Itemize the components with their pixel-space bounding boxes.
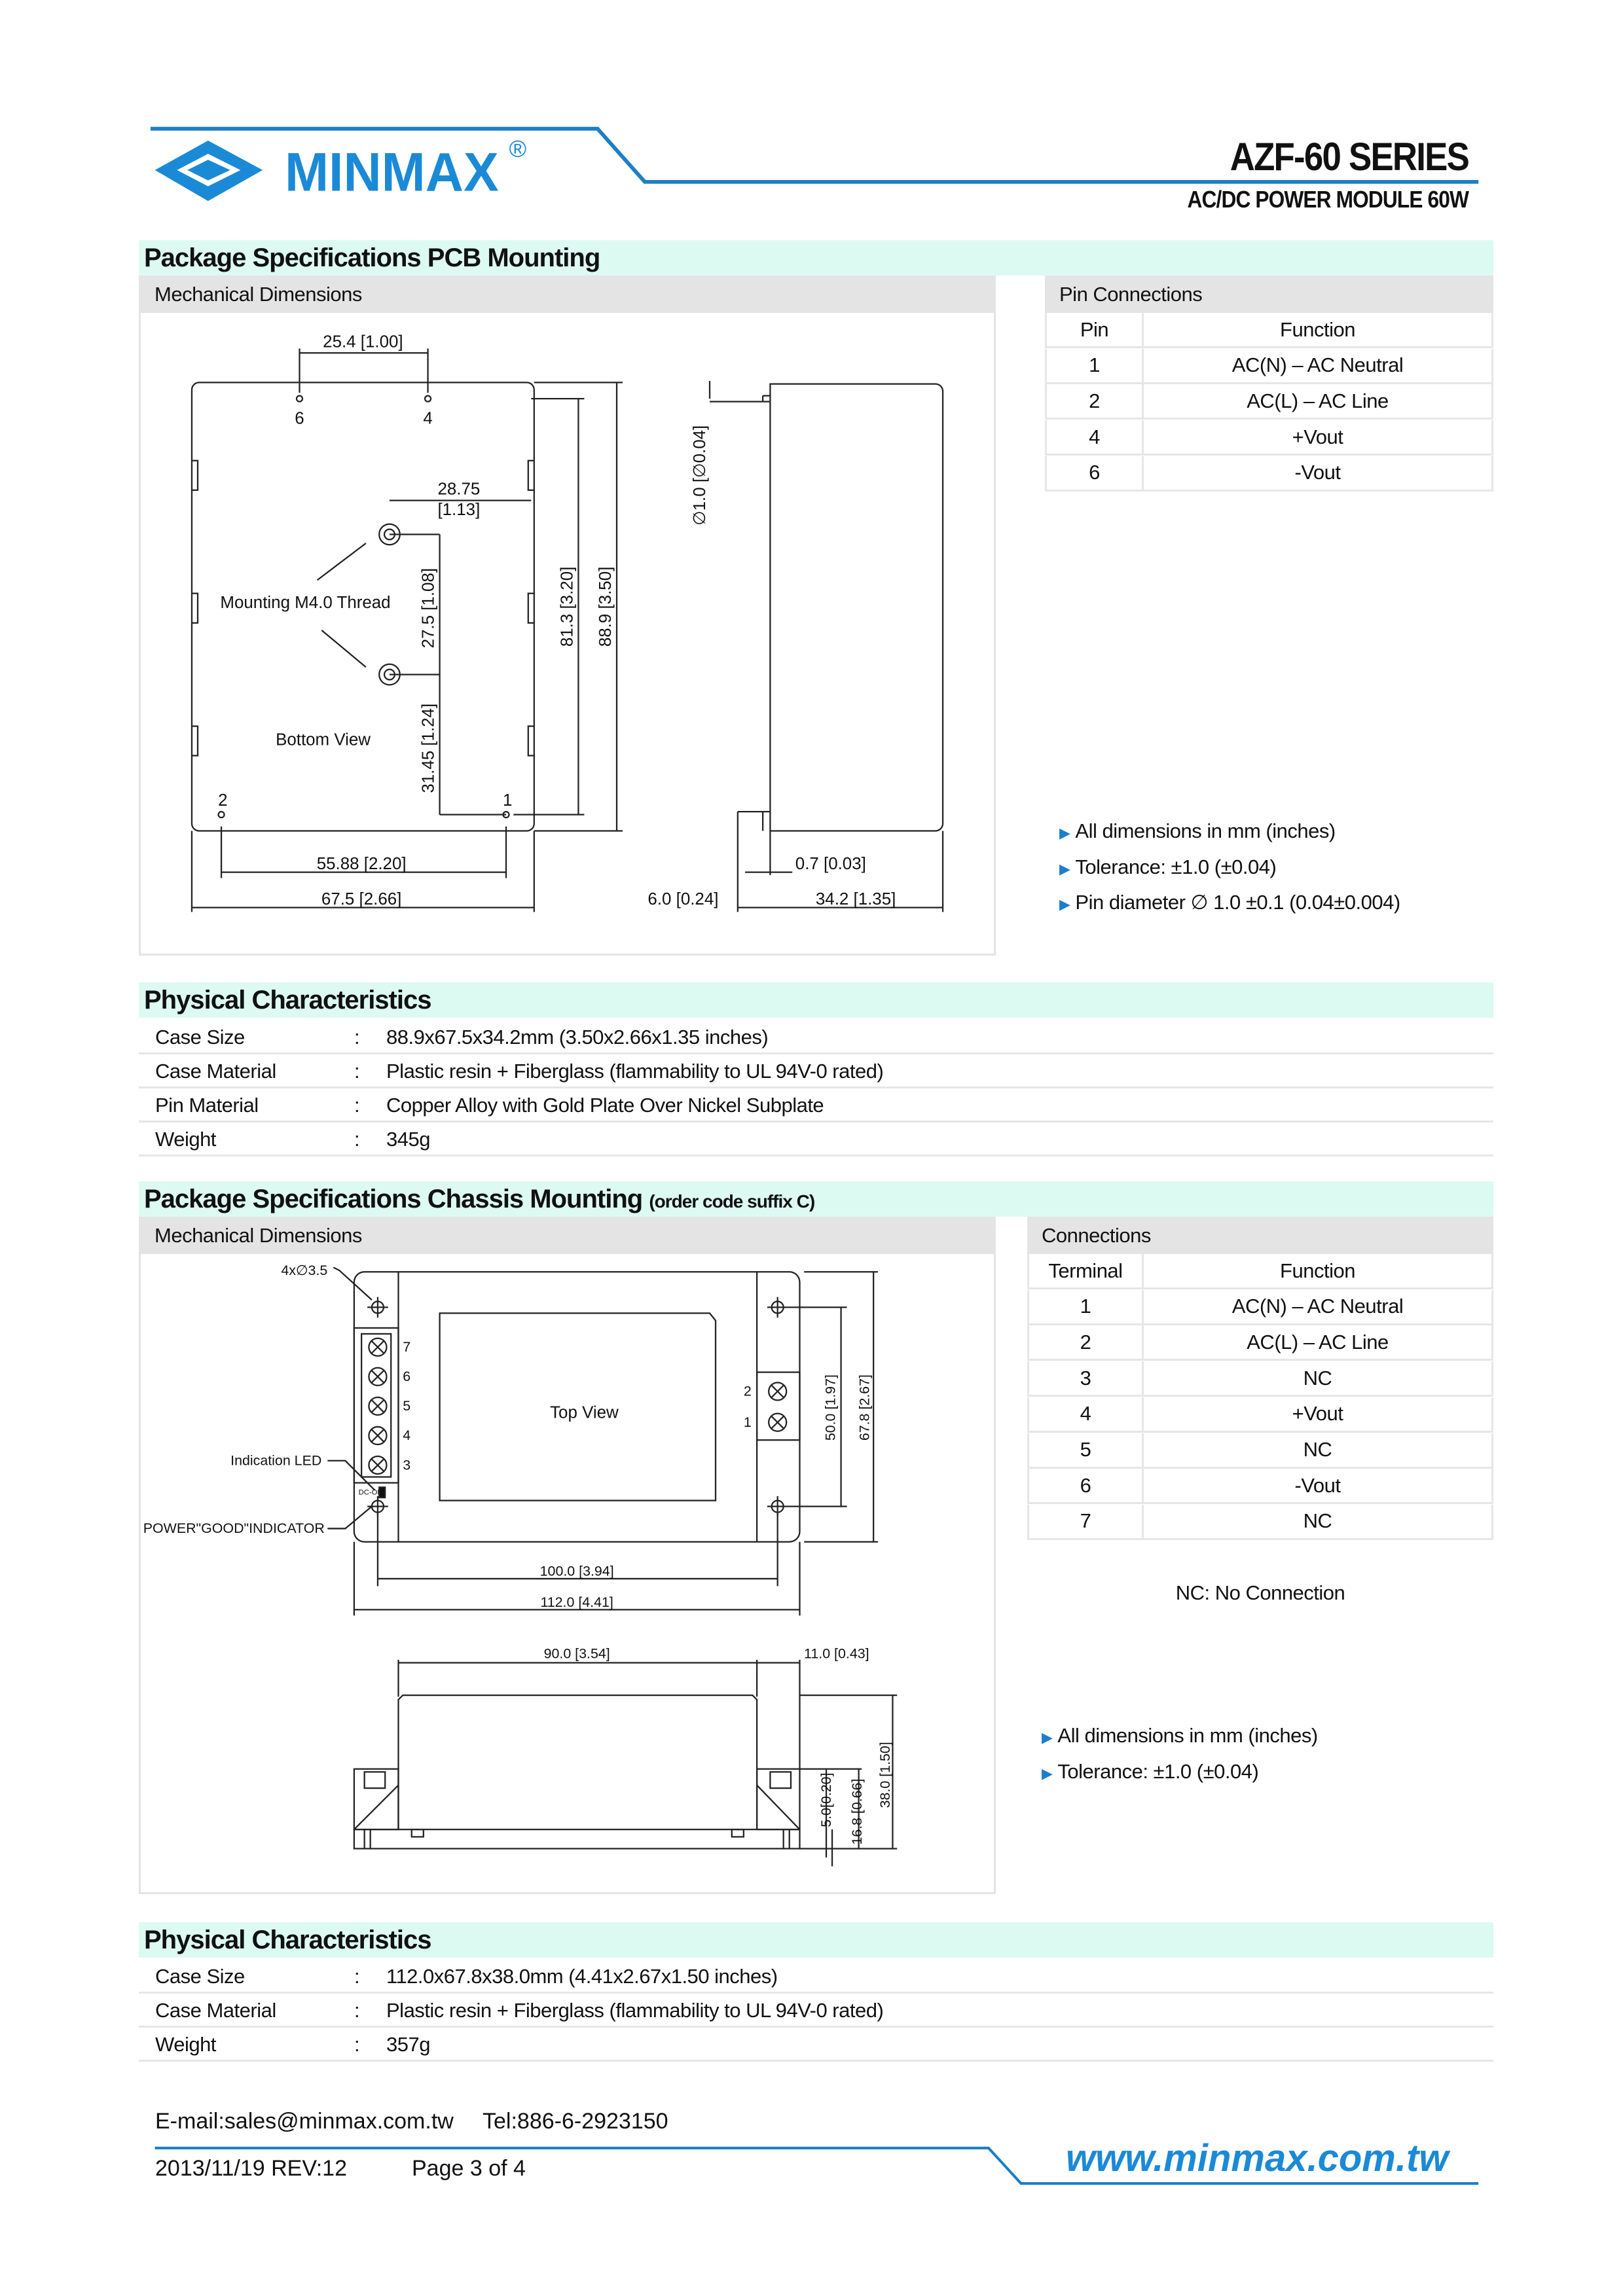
dim-standoff: 0.7 [0.03] (795, 855, 866, 874)
chassis-mech-label: Mechanical Dimensions (139, 1217, 996, 1254)
section-physical-title-2: Physical Characteristics (139, 1922, 1493, 1958)
dim-pin-height: 6.0 [0.24] (647, 890, 719, 909)
nc-note: NC: No Connection (1175, 1581, 1345, 1604)
pcb-bottom-view-drawing (192, 332, 623, 912)
footer-tel: Tel:886-6-2923150 (483, 2109, 668, 2134)
cell-id: 6 (1045, 456, 1144, 490)
spec-value: 345g (386, 1128, 430, 1151)
terminal-label-2: 2 (743, 1383, 752, 1399)
spec-value: 357g (386, 2033, 430, 2056)
spec-label: Case Size (155, 1026, 245, 1049)
dim-case-depth: 67.8 [2.67] (856, 1374, 873, 1441)
table-header-row (1045, 313, 1493, 348)
label-power-good: POWER"GOOD"INDICATOR (143, 1520, 325, 1537)
spec-row (139, 1960, 1493, 1994)
dim-case-length: 112.0 [4.41] (540, 1594, 613, 1610)
table-row (1045, 349, 1493, 384)
bullet-triangle-icon: ▶ (1059, 860, 1070, 877)
note-text: Tolerance: ±1.0 (±0.04) (1057, 1759, 1259, 1783)
footer-page: Page 3 of 4 (412, 2156, 526, 2181)
cell-function: AC(N) – AC Neutral (1144, 1290, 1493, 1323)
note-text: All dimensions in mm (inches) (1057, 1724, 1318, 1747)
note-text: All dimensions in mm (inches) (1075, 819, 1336, 842)
dim-pin-diameter: ∅1.0 [∅0.04] (691, 425, 710, 526)
dim-pin-width: 55.88 [2.20] (316, 855, 407, 874)
spec-row (139, 1088, 1493, 1122)
dim-case-width: 67.5 [2.66] (321, 890, 402, 909)
view-label: Bottom View (276, 730, 371, 749)
table-title: Connections (1027, 1217, 1493, 1254)
note-item (1042, 1760, 1318, 1796)
table-row (1045, 456, 1493, 492)
spec-label: Pin Material (155, 1094, 259, 1117)
table-row (1027, 1397, 1493, 1433)
cell-id: 6 (1027, 1469, 1144, 1502)
pin-connections-table (1045, 276, 1493, 490)
spec-colon: : (354, 1026, 360, 1049)
logo-text: MINMAX (284, 141, 499, 203)
mounting-label: Mounting M4.0 Thread (220, 594, 391, 613)
cell-function: NC (1144, 1361, 1493, 1395)
section-pcb-title: Package Specifications PCB Mounting (139, 240, 1493, 276)
terminal-label-7: 7 (403, 1339, 411, 1355)
spec-colon: : (354, 2033, 360, 2056)
cell-id: 5 (1027, 1433, 1144, 1467)
dim-case-height: 34.2 [1.35] (815, 890, 896, 909)
cell-id: 2 (1027, 1325, 1144, 1359)
cell-function: AC(L) – AC Line (1144, 1325, 1493, 1359)
cell-function: NC (1144, 1505, 1493, 1538)
chassis-top-view-drawing (143, 1263, 878, 1616)
table-row (1027, 1469, 1493, 1504)
cell-function: -Vout (1144, 456, 1493, 490)
pcb-mech-label: Mechanical Dimensions (139, 276, 996, 313)
terminal-label-5: 5 (403, 1398, 411, 1414)
cell-function: -Vout (1144, 1469, 1493, 1502)
series-subtitle: AC/DC POWER MODULE 60W (1187, 186, 1468, 213)
pcb-side-view-drawing (647, 381, 943, 912)
chassis-title: Package Specifications Chassis Mounting (144, 1185, 643, 1213)
pin-label-1: 1 (503, 791, 513, 810)
footer-email[interactable]: E-mail:sales@minmax.com.tw (155, 2109, 454, 2134)
spec-value: Copper Alloy with Gold Plate Over Nickel Subplate (386, 1094, 824, 1117)
table-row (1027, 1433, 1493, 1469)
cell-function: NC (1144, 1433, 1493, 1467)
dim-pin-length: 81.3 [3.20] (558, 566, 577, 647)
cell-id: 2 (1045, 384, 1144, 418)
dim-flange-height: 16.8 [0.66] (849, 1778, 866, 1845)
bullet-triangle-icon: ▶ (1059, 896, 1070, 912)
dim-body-length: 90.0 [3.54] (543, 1645, 610, 1662)
cell-function: AC(N) – AC Neutral (1144, 349, 1493, 382)
spec-row (139, 1054, 1493, 1088)
spec-value: Plastic resin + Fiberglass (flammability to UL 94V-0 rated) (386, 1999, 884, 2022)
table-row (1045, 420, 1493, 456)
spec-colon: : (354, 1965, 360, 1988)
table-row (1045, 384, 1493, 420)
section-chassis-title (139, 1181, 1493, 1217)
note-item (1059, 819, 1400, 855)
footer-website[interactable]: www.minmax.com.tw (1066, 2137, 1449, 2179)
bullet-triangle-icon: ▶ (1042, 1765, 1053, 1782)
label-dc-on: DC-ON (358, 1488, 383, 1497)
bullet-triangle-icon: ▶ (1042, 1729, 1053, 1746)
table-row (1027, 1505, 1493, 1540)
pin-label-4: 4 (423, 409, 433, 428)
note-item (1059, 855, 1400, 891)
spec-value: Plastic resin + Fiberglass (flammability to UL 94V-0 rated) (386, 1060, 884, 1083)
dim-total-height: 38.0 [1.50] (877, 1742, 893, 1808)
cell-id: 4 (1045, 420, 1144, 454)
cell-id: 7 (1027, 1505, 1144, 1538)
footer-date: 2013/11/19 REV:12 (155, 2156, 348, 2181)
label-top-view: Top View (550, 1403, 619, 1422)
table-title: Pin Connections (1045, 276, 1493, 313)
spec-colon: : (354, 1094, 360, 1117)
spec-colon: : (354, 1999, 360, 2022)
section-physical-title: Physical Characteristics (139, 982, 1493, 1018)
terminal-label-4: 4 (403, 1427, 411, 1444)
bullet-triangle-icon: ▶ (1059, 825, 1070, 841)
cell-function: AC(L) – AC Line (1144, 384, 1493, 418)
dim-base: 5.0[0.20] (818, 1772, 834, 1827)
spec-label: Case Size (155, 1965, 245, 1988)
dim-hole-offset: 28.75 (437, 480, 481, 499)
registered-mark: ® (509, 135, 527, 162)
cell-id: 3 (1027, 1361, 1144, 1395)
column-header: Terminal (1027, 1254, 1144, 1287)
cell-id: 1 (1045, 349, 1144, 382)
table-row (1027, 1290, 1493, 1325)
spec-value: 88.9x67.5x34.2mm (3.50x2.66x1.35 inches) (386, 1026, 769, 1049)
chassis-suffix: (order code suffix C) (649, 1191, 815, 1211)
column-header: Function (1144, 313, 1493, 346)
table-row (1027, 1361, 1493, 1397)
spec-row (139, 2028, 1493, 2062)
spec-label: Weight (155, 1128, 216, 1151)
cell-function: +Vout (1144, 420, 1493, 454)
terminal-label-3: 3 (403, 1457, 411, 1473)
spec-row (139, 1994, 1493, 2028)
dim-hole-to-pin: 31.45 [1.24] (419, 703, 438, 793)
series-title: AZF-60 SERIES (1230, 135, 1468, 179)
note-item (1042, 1724, 1318, 1760)
dim-hole-offset-in: [1.13] (437, 501, 481, 520)
connections-table (1027, 1217, 1493, 1540)
spec-row (139, 1020, 1493, 1054)
note-item (1059, 891, 1400, 927)
cell-function: +Vout (1144, 1397, 1493, 1431)
terminal-label-1: 1 (743, 1414, 752, 1430)
dim-hole-horizontal: 100.0 [3.94] (539, 1563, 614, 1579)
dim-hole-vertical: 50.0 [1.97] (822, 1374, 839, 1441)
spec-label: Case Material (155, 1999, 276, 2022)
spec-colon: : (354, 1128, 360, 1151)
dim-pin-spacing: 25.4 [1.00] (323, 332, 403, 351)
label-indication-led: Indication LED (230, 1452, 322, 1469)
minmax-logo (155, 135, 526, 203)
chassis-side-view-drawing (354, 1646, 897, 1867)
pin-label-2: 2 (218, 791, 228, 810)
chassis-notes (1042, 1724, 1318, 1795)
note-text: Pin diameter ∅ 1.0 ±0.1 (0.04±0.004) (1075, 891, 1400, 914)
label-holes: 4x∅3.5 (281, 1262, 328, 1278)
spec-row (139, 1122, 1493, 1157)
spec-colon: : (354, 1060, 360, 1083)
spec-label: Weight (155, 2033, 216, 2056)
pcb-notes (1059, 819, 1400, 927)
table-header-row (1027, 1254, 1493, 1289)
cell-id: 1 (1027, 1290, 1144, 1323)
column-header: Function (1144, 1254, 1493, 1287)
column-header: Pin (1045, 313, 1144, 346)
dim-flange: 11.0 [0.43] (804, 1645, 869, 1662)
dim-hole-spacing: 27.5 [1.08] (419, 567, 438, 649)
terminal-label-6: 6 (403, 1369, 411, 1385)
dim-case-length: 88.9 [3.50] (596, 566, 615, 647)
cell-id: 4 (1027, 1397, 1144, 1431)
note-text: Tolerance: ±1.0 (±0.04) (1075, 855, 1277, 878)
pin-label-6: 6 (295, 409, 304, 428)
spec-value: 112.0x67.8x38.0mm (4.41x2.67x1.50 inches) (386, 1965, 778, 1988)
table-row (1027, 1325, 1493, 1361)
spec-label: Case Material (155, 1060, 276, 1083)
